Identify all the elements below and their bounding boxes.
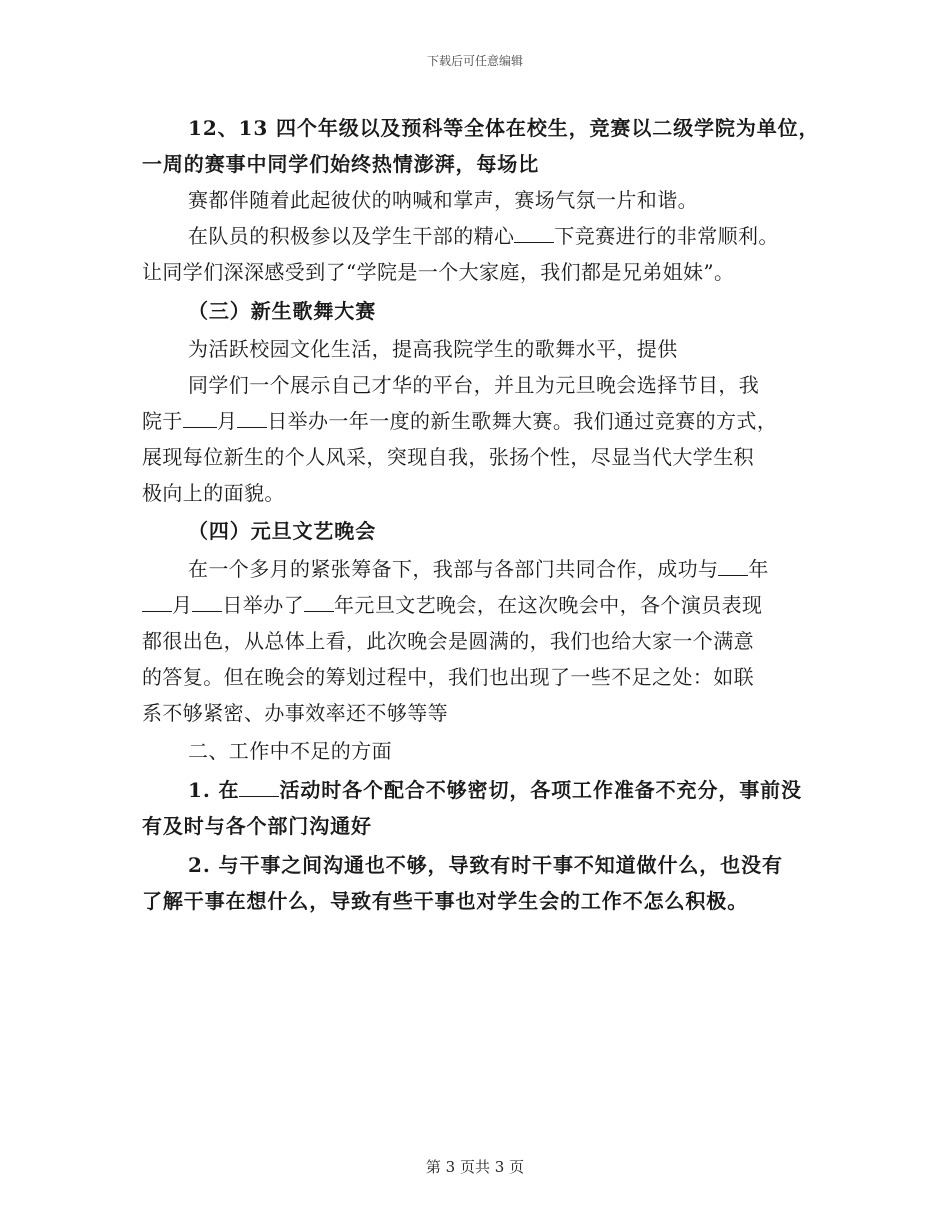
paragraph-line: 极向上的面貌。: [142, 481, 285, 505]
paragraph-line: 12、13 四个年级以及预科等全体在校生，竞赛以二级学院为单位，: [188, 116, 820, 140]
text-segment: 月: [172, 593, 193, 617]
paragraph-line: [188, 776, 822, 804]
paragraph-line: 2. 与干事之间沟通也不够，导致有时干事不知道做什么，也没有: [188, 853, 783, 877]
fill-blank: [514, 224, 554, 243]
text-segment: 月: [216, 409, 238, 433]
fill-blank: [718, 557, 748, 576]
fill-blank: [239, 778, 279, 797]
section-heading: （三）新生歌舞大赛: [188, 299, 377, 323]
section-heading: （四）元旦文艺晚会: [188, 519, 377, 543]
text-segment: 院于: [142, 409, 183, 433]
page-header: 下载后可任意编辑: [426, 54, 523, 68]
fill-blank: [142, 593, 172, 612]
section-heading: 二、工作中不足的方面: [188, 739, 392, 763]
text-segment: 在一个多月的紧张筹备下，我部与各部门共同合作，成功与: [188, 557, 719, 581]
fill-blank: [237, 409, 267, 428]
paragraph-line: 系不够紧密、办事效率还不够等等: [142, 701, 448, 725]
paragraph-line: 展现每位新生的个人风采，突现自我，张扬个性，尽显当代大学生积: [142, 445, 754, 469]
paragraph-line: 的答复。但在晚会的筹划过程中，我们也出现了一些不足之处：如联: [142, 665, 754, 689]
paragraph-line: [142, 407, 822, 435]
paragraph-line: 为活跃校园文化生活，提高我院学生的歌舞水平，提供: [188, 337, 678, 361]
text-segment: 1. 在: [188, 778, 240, 802]
paragraph-line: 一周的赛事中同学们始终热情澎湃，每场比: [142, 152, 540, 176]
text-segment: 在队员的积极参以及学生干部的精心: [188, 224, 515, 248]
text-segment: 活动时各个配合不够密切，各项工作准备不充分，事前没: [279, 778, 802, 802]
page-footer: 第 3 页共 3 页: [425, 1158, 525, 1176]
text-segment: 年: [748, 557, 769, 581]
paragraph-line: [188, 555, 822, 583]
paragraph-line: 都很出色，从总体上看，此次晚会是圆满的，我们也给大家一个满意: [142, 629, 754, 653]
paragraph-line: [142, 591, 822, 619]
fill-blank: [183, 409, 217, 428]
paragraph-line: [188, 222, 822, 250]
fill-blank: [192, 593, 222, 612]
paragraph-line: 赛都伴随着此起彼伏的呐喊和掌声，赛场气氛一片和谐。: [188, 188, 698, 212]
fill-blank: [304, 593, 334, 612]
text-segment: 年元旦文艺晚会，在这次晚会中，各个演员表现: [334, 593, 763, 617]
paragraph-line: 让同学们深深感受到了“学院是一个大家庭，我们都是兄弟姐妹”。: [142, 260, 735, 284]
paragraph-line: 有及时与各个部门沟通好: [142, 814, 372, 838]
text-segment: 日举办了: [222, 593, 305, 617]
text-segment: 日举办一年一度的新生歌舞大赛。我们通过竞赛的方式，: [267, 409, 778, 433]
text-segment: 下竞赛进行的非常顺利。: [554, 224, 779, 248]
paragraph-line: 了解干事在想什么，导致有些干事也对学生会的工作不怎么积极。: [142, 889, 749, 913]
paragraph-line: 同学们一个展示自己才华的平台，并且为元旦晚会选择节目，我: [188, 373, 760, 397]
